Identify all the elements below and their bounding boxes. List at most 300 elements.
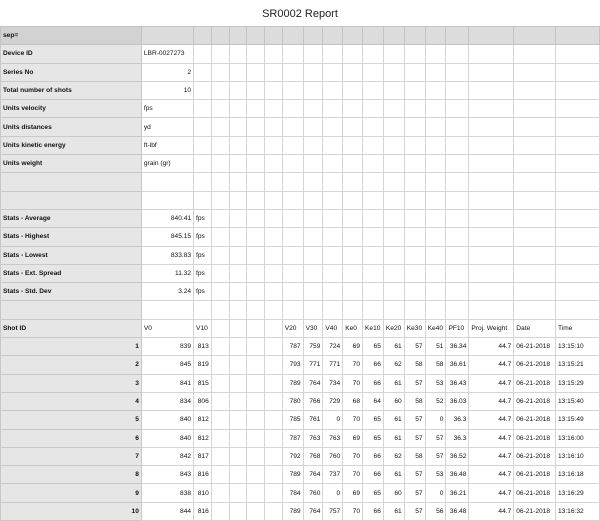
empty-cell[interactable] <box>247 228 265 246</box>
empty-label-cell[interactable] <box>1 191 142 209</box>
empty-cell[interactable] <box>323 155 343 173</box>
shot-value-cell[interactable]: 61 <box>383 374 404 392</box>
empty-cell[interactable] <box>282 118 303 136</box>
column-header[interactable]: V30 <box>303 319 323 337</box>
empty-cell[interactable] <box>446 45 469 63</box>
empty-cell[interactable] <box>141 27 193 45</box>
empty-cell[interactable] <box>229 228 247 246</box>
empty-cell[interactable] <box>469 173 514 191</box>
shot-value-cell[interactable] <box>211 429 229 447</box>
shot-value-cell[interactable]: 06-21-2018 <box>514 338 556 356</box>
shot-value-cell[interactable]: 53 <box>425 374 446 392</box>
empty-cell[interactable] <box>404 173 425 191</box>
empty-cell[interactable] <box>211 246 229 264</box>
shot-value-cell[interactable]: 815 <box>194 374 212 392</box>
shot-value-cell[interactable]: 13:16:18 <box>556 466 600 484</box>
shot-value-cell[interactable] <box>264 466 282 484</box>
shot-value-cell[interactable]: 57 <box>404 429 425 447</box>
shot-value-cell[interactable]: 44.7 <box>469 374 514 392</box>
shot-value-cell[interactable]: 58 <box>404 392 425 410</box>
empty-cell[interactable] <box>343 301 363 319</box>
empty-cell[interactable] <box>469 81 514 99</box>
shot-value-cell[interactable] <box>247 411 265 429</box>
shot-value-cell[interactable]: 764 <box>303 466 323 484</box>
empty-cell[interactable] <box>229 27 247 45</box>
stats-value[interactable]: 840.41 <box>141 209 193 227</box>
shot-id-cell[interactable]: 8 <box>1 466 142 484</box>
shot-value-cell[interactable] <box>211 447 229 465</box>
empty-cell[interactable] <box>323 136 343 154</box>
empty-cell[interactable] <box>425 209 446 227</box>
shot-value-cell[interactable]: 53 <box>425 466 446 484</box>
empty-cell[interactable] <box>343 191 363 209</box>
shot-value-cell[interactable]: 44.7 <box>469 484 514 502</box>
stats-unit[interactable]: fps <box>194 283 212 301</box>
shot-value-cell[interactable]: 51 <box>425 338 446 356</box>
empty-cell[interactable] <box>343 118 363 136</box>
empty-cell[interactable] <box>229 63 247 81</box>
shot-value-cell[interactable]: 812 <box>194 429 212 447</box>
empty-cell[interactable] <box>363 136 384 154</box>
empty-cell[interactable] <box>514 191 556 209</box>
shot-value-cell[interactable]: 13:15:29 <box>556 374 600 392</box>
shot-value-cell[interactable]: 36.3 <box>446 429 469 447</box>
empty-cell[interactable] <box>446 301 469 319</box>
empty-cell[interactable] <box>247 155 265 173</box>
empty-cell[interactable] <box>264 45 282 63</box>
shot-value-cell[interactable]: 13:16:10 <box>556 447 600 465</box>
empty-cell[interactable] <box>446 118 469 136</box>
stats-label[interactable]: Stats - Std. Dev <box>1 283 142 301</box>
shot-value-cell[interactable]: 36.52 <box>446 447 469 465</box>
empty-cell[interactable] <box>323 173 343 191</box>
empty-cell[interactable] <box>425 228 446 246</box>
shot-value-cell[interactable] <box>247 356 265 374</box>
shot-value-cell[interactable]: 57 <box>425 429 446 447</box>
empty-cell[interactable] <box>194 136 212 154</box>
empty-cell[interactable] <box>323 283 343 301</box>
empty-cell[interactable] <box>303 191 323 209</box>
shot-value-cell[interactable]: 61 <box>383 502 404 520</box>
empty-cell[interactable] <box>383 100 404 118</box>
shot-value-cell[interactable]: 13:16:29 <box>556 484 600 502</box>
empty-cell[interactable] <box>425 155 446 173</box>
column-header[interactable]: Time <box>556 319 600 337</box>
stats-value[interactable]: 11.32 <box>141 264 193 282</box>
shot-value-cell[interactable] <box>229 502 247 520</box>
empty-cell[interactable] <box>514 63 556 81</box>
shot-value-cell[interactable]: 66 <box>363 447 384 465</box>
shot-value-cell[interactable]: 816 <box>194 502 212 520</box>
shot-value-cell[interactable]: 69 <box>343 429 363 447</box>
stats-unit[interactable]: fps <box>194 264 212 282</box>
empty-cell[interactable] <box>446 63 469 81</box>
empty-cell[interactable] <box>141 173 193 191</box>
empty-cell[interactable] <box>446 191 469 209</box>
shot-value-cell[interactable]: 69 <box>343 338 363 356</box>
shot-value-cell[interactable] <box>229 466 247 484</box>
shot-value-cell[interactable]: 66 <box>363 502 384 520</box>
empty-cell[interactable] <box>446 100 469 118</box>
empty-cell[interactable] <box>141 301 193 319</box>
shot-value-cell[interactable]: 841 <box>141 374 193 392</box>
empty-cell[interactable] <box>363 27 384 45</box>
empty-cell[interactable] <box>247 45 265 63</box>
shot-value-cell[interactable] <box>229 429 247 447</box>
shot-value-cell[interactable]: 06-21-2018 <box>514 374 556 392</box>
shot-value-cell[interactable] <box>247 484 265 502</box>
empty-cell[interactable] <box>247 118 265 136</box>
shot-value-cell[interactable] <box>211 466 229 484</box>
column-header[interactable]: Ke30 <box>404 319 425 337</box>
shot-value-cell[interactable]: 792 <box>282 447 303 465</box>
empty-cell[interactable] <box>363 209 384 227</box>
empty-cell[interactable] <box>383 264 404 282</box>
empty-cell[interactable] <box>404 228 425 246</box>
empty-cell[interactable] <box>556 209 600 227</box>
empty-cell[interactable] <box>264 100 282 118</box>
meta-value[interactable]: ft-lbf <box>141 136 193 154</box>
empty-cell[interactable] <box>383 136 404 154</box>
shot-value-cell[interactable]: 839 <box>141 338 193 356</box>
empty-cell[interactable] <box>323 246 343 264</box>
empty-cell[interactable] <box>425 100 446 118</box>
empty-cell[interactable] <box>343 155 363 173</box>
shot-value-cell[interactable]: 70 <box>343 466 363 484</box>
empty-cell[interactable] <box>425 136 446 154</box>
empty-cell[interactable] <box>383 155 404 173</box>
empty-cell[interactable] <box>264 264 282 282</box>
shot-id-cell[interactable]: 3 <box>1 374 142 392</box>
shot-value-cell[interactable]: 57 <box>425 447 446 465</box>
empty-cell[interactable] <box>282 100 303 118</box>
empty-cell[interactable] <box>282 173 303 191</box>
shot-value-cell[interactable]: 44.7 <box>469 338 514 356</box>
shot-value-cell[interactable]: 812 <box>194 411 212 429</box>
empty-cell[interactable] <box>141 191 193 209</box>
shot-value-cell[interactable] <box>229 484 247 502</box>
stats-label[interactable]: Stats - Average <box>1 209 142 227</box>
shot-value-cell[interactable]: 61 <box>383 429 404 447</box>
empty-label-cell[interactable] <box>1 301 142 319</box>
shot-value-cell[interactable]: 70 <box>343 411 363 429</box>
empty-cell[interactable] <box>383 209 404 227</box>
shot-value-cell[interactable]: 58 <box>404 356 425 374</box>
empty-cell[interactable] <box>194 63 212 81</box>
shot-value-cell[interactable]: 13:15:21 <box>556 356 600 374</box>
empty-cell[interactable] <box>343 63 363 81</box>
empty-cell[interactable] <box>247 63 265 81</box>
shot-value-cell[interactable]: 70 <box>343 447 363 465</box>
shot-value-cell[interactable]: 834 <box>141 392 193 410</box>
empty-cell[interactable] <box>264 63 282 81</box>
shot-value-cell[interactable]: 44.7 <box>469 429 514 447</box>
empty-cell[interactable] <box>404 191 425 209</box>
empty-cell[interactable] <box>343 228 363 246</box>
empty-cell[interactable] <box>323 45 343 63</box>
empty-cell[interactable] <box>229 246 247 264</box>
empty-cell[interactable] <box>229 191 247 209</box>
empty-cell[interactable] <box>303 173 323 191</box>
empty-cell[interactable] <box>229 100 247 118</box>
empty-cell[interactable] <box>363 118 384 136</box>
empty-cell[interactable] <box>303 81 323 99</box>
shot-value-cell[interactable] <box>247 429 265 447</box>
shot-value-cell[interactable]: 844 <box>141 502 193 520</box>
empty-cell[interactable] <box>556 100 600 118</box>
empty-cell[interactable] <box>343 45 363 63</box>
empty-cell[interactable] <box>446 136 469 154</box>
shot-value-cell[interactable]: 842 <box>141 447 193 465</box>
empty-cell[interactable] <box>425 264 446 282</box>
empty-cell[interactable] <box>194 118 212 136</box>
meta-label[interactable]: Total number of shots <box>1 81 142 99</box>
empty-cell[interactable] <box>514 246 556 264</box>
stats-unit[interactable]: fps <box>194 246 212 264</box>
meta-value[interactable]: LBR-0027273 <box>141 45 193 63</box>
empty-cell[interactable] <box>303 63 323 81</box>
empty-cell[interactable] <box>211 81 229 99</box>
shot-value-cell[interactable]: 57 <box>404 502 425 520</box>
meta-label[interactable]: Units weight <box>1 155 142 173</box>
empty-cell[interactable] <box>446 173 469 191</box>
empty-cell[interactable] <box>556 27 600 45</box>
empty-cell[interactable] <box>425 283 446 301</box>
empty-cell[interactable] <box>556 264 600 282</box>
empty-cell[interactable] <box>404 45 425 63</box>
empty-cell[interactable] <box>514 100 556 118</box>
empty-cell[interactable] <box>247 246 265 264</box>
empty-cell[interactable] <box>425 81 446 99</box>
shot-value-cell[interactable]: 13:15:40 <box>556 392 600 410</box>
empty-cell[interactable] <box>229 209 247 227</box>
empty-cell[interactable] <box>425 27 446 45</box>
shot-value-cell[interactable]: 764 <box>303 374 323 392</box>
empty-cell[interactable] <box>211 264 229 282</box>
empty-cell[interactable] <box>514 27 556 45</box>
empty-cell[interactable] <box>363 264 384 282</box>
empty-cell[interactable] <box>383 81 404 99</box>
meta-value[interactable]: yd <box>141 118 193 136</box>
empty-cell[interactable] <box>247 81 265 99</box>
empty-cell[interactable] <box>469 63 514 81</box>
shot-value-cell[interactable]: 766 <box>303 392 323 410</box>
shot-value-cell[interactable]: 58 <box>425 356 446 374</box>
shot-value-cell[interactable]: 13:16:00 <box>556 429 600 447</box>
shot-value-cell[interactable]: 768 <box>303 447 323 465</box>
empty-cell[interactable] <box>247 209 265 227</box>
empty-cell[interactable] <box>303 100 323 118</box>
shot-value-cell[interactable] <box>264 502 282 520</box>
shot-value-cell[interactable]: 60 <box>383 392 404 410</box>
shot-value-cell[interactable]: 66 <box>363 356 384 374</box>
shot-value-cell[interactable]: 36.21 <box>446 484 469 502</box>
empty-cell[interactable] <box>282 209 303 227</box>
empty-cell[interactable] <box>404 136 425 154</box>
shot-value-cell[interactable]: 61 <box>383 466 404 484</box>
shot-value-cell[interactable]: 62 <box>383 447 404 465</box>
empty-cell[interactable] <box>383 173 404 191</box>
empty-cell[interactable] <box>514 264 556 282</box>
empty-cell[interactable] <box>343 136 363 154</box>
empty-cell[interactable] <box>343 81 363 99</box>
shot-value-cell[interactable]: 58 <box>404 447 425 465</box>
meta-label[interactable]: Units velocity <box>1 100 142 118</box>
shot-value-cell[interactable]: 810 <box>194 484 212 502</box>
empty-cell[interactable] <box>323 191 343 209</box>
empty-cell[interactable] <box>211 209 229 227</box>
empty-cell[interactable] <box>211 173 229 191</box>
shot-value-cell[interactable]: 44.7 <box>469 356 514 374</box>
shot-value-cell[interactable]: 06-21-2018 <box>514 484 556 502</box>
empty-cell[interactable] <box>425 246 446 264</box>
shot-id-cell[interactable]: 2 <box>1 356 142 374</box>
shot-value-cell[interactable] <box>264 447 282 465</box>
shot-value-cell[interactable] <box>211 392 229 410</box>
empty-cell[interactable] <box>264 246 282 264</box>
empty-cell[interactable] <box>446 264 469 282</box>
shot-value-cell[interactable]: 36.03 <box>446 392 469 410</box>
empty-cell[interactable] <box>303 209 323 227</box>
shot-value-cell[interactable]: 760 <box>303 484 323 502</box>
shot-value-cell[interactable]: 764 <box>303 502 323 520</box>
empty-cell[interactable] <box>211 27 229 45</box>
shot-value-cell[interactable] <box>264 411 282 429</box>
column-header[interactable]: Ke10 <box>363 319 384 337</box>
column-header[interactable]: Ke40 <box>425 319 446 337</box>
empty-cell[interactable] <box>383 118 404 136</box>
empty-cell[interactable] <box>556 63 600 81</box>
shot-value-cell[interactable] <box>229 411 247 429</box>
shot-value-cell[interactable] <box>229 447 247 465</box>
empty-cell[interactable] <box>303 264 323 282</box>
shot-value-cell[interactable]: 789 <box>282 466 303 484</box>
shot-value-cell[interactable]: 787 <box>282 429 303 447</box>
shot-value-cell[interactable] <box>211 374 229 392</box>
empty-cell[interactable] <box>514 283 556 301</box>
empty-cell[interactable] <box>211 100 229 118</box>
empty-cell[interactable] <box>211 118 229 136</box>
empty-cell[interactable] <box>343 100 363 118</box>
empty-cell[interactable] <box>404 301 425 319</box>
empty-cell[interactable] <box>264 228 282 246</box>
shot-value-cell[interactable]: 70 <box>343 356 363 374</box>
shot-value-cell[interactable] <box>247 338 265 356</box>
shot-value-cell[interactable] <box>264 338 282 356</box>
empty-cell[interactable] <box>556 155 600 173</box>
empty-cell[interactable] <box>343 264 363 282</box>
shot-value-cell[interactable]: 13:16:32 <box>556 502 600 520</box>
shot-value-cell[interactable]: 813 <box>194 338 212 356</box>
shot-value-cell[interactable]: 771 <box>323 356 343 374</box>
shot-value-cell[interactable]: 759 <box>303 338 323 356</box>
empty-cell[interactable] <box>264 155 282 173</box>
empty-cell[interactable] <box>264 136 282 154</box>
empty-cell[interactable] <box>247 100 265 118</box>
meta-value[interactable]: fps <box>141 100 193 118</box>
shot-value-cell[interactable] <box>211 484 229 502</box>
column-header[interactable] <box>247 319 265 337</box>
empty-cell[interactable] <box>446 209 469 227</box>
empty-cell[interactable] <box>363 283 384 301</box>
empty-cell[interactable] <box>229 264 247 282</box>
shot-value-cell[interactable]: 44.7 <box>469 447 514 465</box>
empty-cell[interactable] <box>194 81 212 99</box>
empty-cell[interactable] <box>556 283 600 301</box>
empty-cell[interactable] <box>514 118 556 136</box>
empty-cell[interactable] <box>343 246 363 264</box>
shot-value-cell[interactable]: 61 <box>383 338 404 356</box>
empty-cell[interactable] <box>282 45 303 63</box>
empty-cell[interactable] <box>404 100 425 118</box>
empty-cell[interactable] <box>425 191 446 209</box>
column-header[interactable]: PF10 <box>446 319 469 337</box>
shot-value-cell[interactable]: 729 <box>323 392 343 410</box>
stats-value[interactable]: 3.24 <box>141 283 193 301</box>
shot-value-cell[interactable]: 57 <box>404 466 425 484</box>
shot-value-cell[interactable]: 61 <box>383 411 404 429</box>
shot-value-cell[interactable]: 789 <box>282 502 303 520</box>
shot-value-cell[interactable] <box>229 338 247 356</box>
shot-value-cell[interactable]: 806 <box>194 392 212 410</box>
shot-value-cell[interactable] <box>211 338 229 356</box>
shot-value-cell[interactable]: 06-21-2018 <box>514 411 556 429</box>
shot-value-cell[interactable]: 784 <box>282 484 303 502</box>
empty-cell[interactable] <box>446 27 469 45</box>
empty-cell[interactable] <box>229 118 247 136</box>
column-header[interactable]: V10 <box>194 319 212 337</box>
empty-cell[interactable] <box>194 191 212 209</box>
shot-value-cell[interactable]: 65 <box>363 429 384 447</box>
empty-cell[interactable] <box>323 264 343 282</box>
empty-cell[interactable] <box>363 301 384 319</box>
empty-cell[interactable] <box>404 209 425 227</box>
meta-value[interactable]: 2 <box>141 63 193 81</box>
empty-cell[interactable] <box>514 155 556 173</box>
shot-value-cell[interactable]: 0 <box>425 411 446 429</box>
empty-cell[interactable] <box>425 118 446 136</box>
shot-id-cell[interactable]: 6 <box>1 429 142 447</box>
empty-cell[interactable] <box>282 264 303 282</box>
shot-value-cell[interactable] <box>229 356 247 374</box>
shot-value-cell[interactable]: 737 <box>323 466 343 484</box>
empty-cell[interactable] <box>282 246 303 264</box>
empty-cell[interactable] <box>469 209 514 227</box>
empty-cell[interactable] <box>343 283 363 301</box>
shot-value-cell[interactable]: 66 <box>363 374 384 392</box>
empty-cell[interactable] <box>556 246 600 264</box>
empty-cell[interactable] <box>469 246 514 264</box>
shot-value-cell[interactable]: 838 <box>141 484 193 502</box>
shot-value-cell[interactable] <box>264 392 282 410</box>
empty-label-cell[interactable] <box>1 173 142 191</box>
empty-cell[interactable] <box>211 155 229 173</box>
shot-value-cell[interactable] <box>264 374 282 392</box>
shot-value-cell[interactable]: 734 <box>323 374 343 392</box>
shot-value-cell[interactable]: 70 <box>343 374 363 392</box>
empty-cell[interactable] <box>303 246 323 264</box>
empty-cell[interactable] <box>404 118 425 136</box>
empty-cell[interactable] <box>343 209 363 227</box>
empty-cell[interactable] <box>383 301 404 319</box>
empty-cell[interactable] <box>363 191 384 209</box>
empty-cell[interactable] <box>282 191 303 209</box>
empty-cell[interactable] <box>323 81 343 99</box>
shot-id-cell[interactable]: 9 <box>1 484 142 502</box>
empty-cell[interactable] <box>363 173 384 191</box>
shot-value-cell[interactable]: 36.34 <box>446 338 469 356</box>
shot-value-cell[interactable]: 68 <box>343 392 363 410</box>
